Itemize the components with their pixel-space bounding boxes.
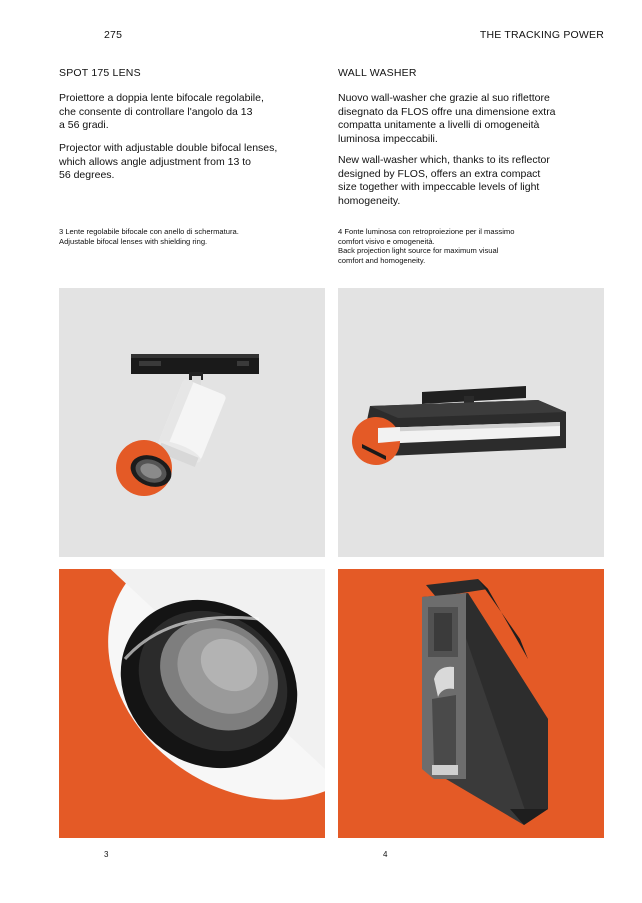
figure-number-3: 3: [104, 850, 109, 859]
wallwasher-text-italian: Nuovo wall-washer che grazie al suo riflettore disegnato da FLOS offre una dimensione extra compatta unitamente a livelli di omogeneità luminosa impeccabili.: [338, 92, 556, 145]
spot-text-english: Projector with adjustable double bifocal lenses, which allows angle adjustment from 13 to 56 degrees.: [59, 142, 278, 182]
spot-text-italian: Proiettore a doppia lente bifocale regolabile, che consente di controllare l'angolo da 13 a 56 gradi.: [59, 92, 264, 132]
wallwasher-text-english: New wall-washer which, thanks to its reflector designed by FLOS, offers an extra compact size together with impeccable levels of light homogeneity.: [338, 154, 550, 207]
spot-product-image: [59, 288, 325, 557]
wallwasher-title: WALL WASHER: [338, 67, 417, 79]
spot-lens-closeup-image: [59, 569, 325, 838]
wallwasher-caption: 4 Fonte luminosa con retroproiezione per il massimo comfort visivo e omogeneità. Back projection light source for maximum visual comfort and homogeneity.: [338, 227, 515, 265]
section-title: THE TRACKING POWER: [479, 29, 604, 41]
wallwasher-product-image: [338, 288, 604, 557]
spot-title: SPOT 175 LENS: [59, 67, 141, 79]
wallwasher-section-image: [338, 569, 604, 838]
figure-number-4: 4: [383, 850, 388, 859]
spot-caption: 3 Lente regolabile bifocale con anello di schermatura. Adjustable bifocal lenses with shielding ring.: [59, 227, 239, 246]
page-number: 275: [104, 29, 123, 41]
